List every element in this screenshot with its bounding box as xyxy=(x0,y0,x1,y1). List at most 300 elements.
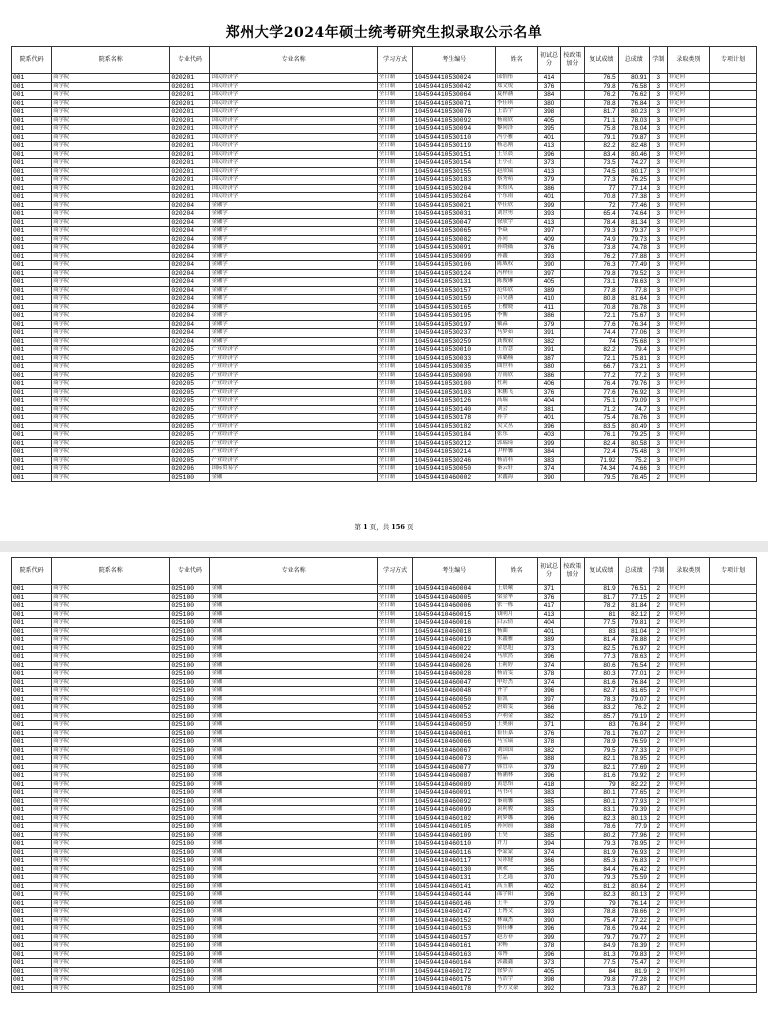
cell-duration: 3 xyxy=(649,116,667,125)
cell-candidate-id: 104594410460015 xyxy=(413,610,496,619)
cell-major-code: 020201 xyxy=(170,142,210,151)
table-row xyxy=(12,967,757,976)
cell-retest-score: 80.6 xyxy=(585,661,618,670)
cell-student-name: 张一栋 xyxy=(495,602,537,611)
cell-major-name: 金融 xyxy=(210,925,377,934)
cell-admission-type: 非定向 xyxy=(667,729,709,738)
cell-study-mode: 全日制 xyxy=(377,448,413,457)
cell-prelim-score: 376 xyxy=(538,593,560,602)
cell-policy-bonus xyxy=(560,738,585,747)
cell-retest-score: 73.1 xyxy=(585,278,618,287)
cell-special-plan xyxy=(710,337,757,346)
table-row xyxy=(12,874,757,883)
cell-dept-code: 001 xyxy=(12,286,52,295)
cell-major-code: 020201 xyxy=(170,116,210,125)
cell-retest-score: 79.5 xyxy=(585,473,618,482)
cell-prelim-score: 392 xyxy=(538,984,560,993)
cell-duration: 3 xyxy=(649,150,667,159)
table-row xyxy=(12,303,757,312)
cell-prelim-score: 405 xyxy=(538,278,560,287)
column-header-study-mode: 学习方式 xyxy=(377,47,413,74)
cell-special-plan xyxy=(710,133,757,142)
cell-total-score: 74.7 xyxy=(618,405,649,414)
cell-special-plan xyxy=(710,184,757,193)
cell-admission-type: 非定向 xyxy=(667,780,709,789)
table-row xyxy=(12,712,757,721)
cell-student-name: 齐宇 xyxy=(495,687,537,696)
cell-admission-type: 非定向 xyxy=(667,125,709,134)
cell-study-mode: 全日制 xyxy=(377,167,413,176)
cell-study-mode: 全日制 xyxy=(377,82,413,91)
cell-dept-code: 001 xyxy=(12,125,52,134)
table-row xyxy=(12,142,757,151)
table-row xyxy=(12,789,757,798)
table-row xyxy=(12,882,757,891)
cell-student-name: 杜莉 xyxy=(495,380,537,389)
cell-duration: 2 xyxy=(649,729,667,738)
cell-total-score: 80.13 xyxy=(618,891,649,900)
cell-policy-bonus xyxy=(560,439,585,448)
cell-major-name: 金融 xyxy=(210,950,377,959)
cell-candidate-id: 104594410530195 xyxy=(413,312,496,321)
cell-major-name: 国民经济学 xyxy=(210,159,377,168)
cell-dept-code: 001 xyxy=(12,252,52,261)
cell-major-name: 金融 xyxy=(210,933,377,942)
cell-candidate-id: 104594410460066 xyxy=(413,738,496,747)
cell-major-code: 025100 xyxy=(170,874,210,883)
cell-policy-bonus xyxy=(560,848,585,857)
cell-policy-bonus xyxy=(560,695,585,704)
cell-admission-type: 非定向 xyxy=(667,857,709,866)
cell-study-mode: 全日制 xyxy=(377,380,413,389)
cell-dept-name: 商学院 xyxy=(52,269,170,278)
cell-prelim-score: 396 xyxy=(538,925,560,934)
cell-admission-type: 非定向 xyxy=(667,585,709,594)
cell-special-plan xyxy=(710,933,757,942)
cell-admission-type: 非定向 xyxy=(667,763,709,772)
cell-dept-code: 001 xyxy=(12,891,52,900)
cell-total-score: 77.15 xyxy=(618,593,649,602)
cell-student-name: 孙宇 xyxy=(495,414,537,423)
cell-study-mode: 全日制 xyxy=(377,933,413,942)
cell-dept-code: 001 xyxy=(12,337,52,346)
cell-policy-bonus xyxy=(560,91,585,100)
cell-dept-name: 商学院 xyxy=(52,278,170,287)
cell-special-plan xyxy=(710,167,757,176)
cell-prelim-score: 371 xyxy=(538,721,560,730)
table-row xyxy=(12,755,757,764)
table-row xyxy=(12,363,757,372)
cell-dept-name: 商学院 xyxy=(52,439,170,448)
cell-candidate-id: 104594410530259 xyxy=(413,337,496,346)
cell-retest-score: 71.1 xyxy=(585,116,618,125)
cell-study-mode: 全日制 xyxy=(377,925,413,934)
cell-candidate-id: 104594410530204 xyxy=(413,184,496,193)
cell-total-score: 74.64 xyxy=(618,210,649,219)
cell-retest-score: 76.1 xyxy=(585,431,618,440)
cell-dept-code: 001 xyxy=(12,823,52,832)
cell-dept-code: 001 xyxy=(12,354,52,363)
cell-admission-type: 非定向 xyxy=(667,644,709,653)
cell-admission-type: 非定向 xyxy=(667,899,709,908)
cell-duration: 2 xyxy=(649,874,667,883)
cell-dept-code: 001 xyxy=(12,329,52,338)
cell-major-name: 产业经济学 xyxy=(210,448,377,457)
cell-prelim-score: 396 xyxy=(538,653,560,662)
cell-prelim-score: 401 xyxy=(538,627,560,636)
cell-special-plan xyxy=(710,456,757,465)
cell-dept-code: 001 xyxy=(12,320,52,329)
cell-special-plan xyxy=(710,439,757,448)
pager-suffix: 页 xyxy=(406,523,414,531)
cell-total-score: 75.81 xyxy=(618,354,649,363)
cell-retest-score: 82.3 xyxy=(585,891,618,900)
cell-duration: 2 xyxy=(649,882,667,891)
cell-policy-bonus xyxy=(560,320,585,329)
cell-dept-name: 商学院 xyxy=(52,729,170,738)
cell-dept-code: 001 xyxy=(12,99,52,108)
cell-prelim-score: 374 xyxy=(538,661,560,670)
cell-retest-score: 82.4 xyxy=(585,439,618,448)
table-row xyxy=(12,465,757,474)
cell-special-plan xyxy=(710,925,757,934)
cell-candidate-id: 104594410530076 xyxy=(413,108,496,117)
cell-duration: 2 xyxy=(649,695,667,704)
cell-admission-type: 非定向 xyxy=(667,337,709,346)
cell-special-plan xyxy=(710,363,757,372)
cell-major-name: 国民经济学 xyxy=(210,176,377,185)
cell-dept-code: 001 xyxy=(12,405,52,414)
cell-study-mode: 全日制 xyxy=(377,755,413,764)
cell-admission-type: 非定向 xyxy=(667,882,709,891)
cell-dept-code: 001 xyxy=(12,150,52,159)
cell-policy-bonus xyxy=(560,942,585,951)
cell-dept-code: 001 xyxy=(12,269,52,278)
cell-retest-score: 76.2 xyxy=(585,91,618,100)
cell-dept-name: 商学院 xyxy=(52,320,170,329)
cell-admission-type: 非定向 xyxy=(667,346,709,355)
cell-policy-bonus xyxy=(560,448,585,457)
cell-dept-code: 001 xyxy=(12,950,52,959)
cell-special-plan xyxy=(710,99,757,108)
cell-student-name: 杨曲 xyxy=(495,627,537,636)
cell-major-name: 金融 xyxy=(210,687,377,696)
cell-major-code: 025100 xyxy=(170,925,210,934)
cell-major-code: 020204 xyxy=(170,312,210,321)
cell-major-name: 产业经济学 xyxy=(210,371,377,380)
cell-prelim-score: 398 xyxy=(538,108,560,117)
cell-retest-score: 82.1 xyxy=(585,763,618,772)
cell-student-name: 高瑞 xyxy=(495,397,537,406)
cell-major-code: 020205 xyxy=(170,363,210,372)
cell-policy-bonus xyxy=(560,670,585,679)
column-header-policy-bonus: 按政策加分 xyxy=(560,47,585,74)
cell-admission-type: 非定向 xyxy=(667,712,709,721)
cell-major-name: 国民经济学 xyxy=(210,184,377,193)
cell-study-mode: 全日制 xyxy=(377,636,413,645)
cell-total-score: 75.59 xyxy=(618,874,649,883)
cell-student-name: 朱鹏飞 xyxy=(495,388,537,397)
table-row xyxy=(12,738,757,747)
cell-candidate-id: 104594410460152 xyxy=(413,916,496,925)
table-row xyxy=(12,159,757,168)
cell-student-name: 郑文锐 xyxy=(495,82,537,91)
cell-total-score: 76.2 xyxy=(618,704,649,713)
cell-prelim-score: 381 xyxy=(538,405,560,414)
cell-duration: 3 xyxy=(649,193,667,202)
cell-admission-type: 非定向 xyxy=(667,320,709,329)
cell-duration: 2 xyxy=(649,942,667,951)
cell-special-plan xyxy=(710,780,757,789)
cell-admission-type: 非定向 xyxy=(667,244,709,253)
cell-admission-type: 非定向 xyxy=(667,405,709,414)
cell-duration: 3 xyxy=(649,218,667,227)
cell-policy-bonus xyxy=(560,465,585,474)
cell-study-mode: 全日制 xyxy=(377,303,413,312)
cell-dept-code: 001 xyxy=(12,653,52,662)
cell-total-score: 77.2 xyxy=(618,371,649,380)
cell-major-code: 025100 xyxy=(170,857,210,866)
page-separator xyxy=(0,541,768,552)
cell-retest-score: 74 xyxy=(585,337,618,346)
cell-prelim-score: 390 xyxy=(538,261,560,270)
cell-candidate-id: 104594410460102 xyxy=(413,814,496,823)
cell-admission-type: 非定向 xyxy=(667,831,709,840)
cell-major-code: 020206 xyxy=(170,465,210,474)
cell-dept-name: 商学院 xyxy=(52,363,170,372)
cell-special-plan xyxy=(710,721,757,730)
cell-special-plan xyxy=(710,108,757,117)
cell-retest-score: 76.2 xyxy=(585,252,618,261)
cell-dept-code: 001 xyxy=(12,235,52,244)
cell-major-code: 025100 xyxy=(170,865,210,874)
cell-special-plan xyxy=(710,984,757,993)
page-indicator xyxy=(0,522,768,531)
cell-retest-score: 77.6 xyxy=(585,388,618,397)
cell-retest-score: 84.4 xyxy=(585,865,618,874)
cell-policy-bonus xyxy=(560,967,585,976)
cell-major-name: 金融学 xyxy=(210,286,377,295)
cell-admission-type: 非定向 xyxy=(667,797,709,806)
table-row xyxy=(12,772,757,781)
cell-duration: 3 xyxy=(649,167,667,176)
cell-duration: 3 xyxy=(649,159,667,168)
cell-total-score: 75.48 xyxy=(618,448,649,457)
cell-admission-type: 非定向 xyxy=(667,133,709,142)
cell-study-mode: 全日制 xyxy=(377,619,413,628)
cell-candidate-id: 104594410460163 xyxy=(413,950,496,959)
cell-candidate-id: 104594410460019 xyxy=(413,636,496,645)
cell-study-mode: 全日制 xyxy=(377,363,413,372)
cell-study-mode: 全日制 xyxy=(377,371,413,380)
cell-major-code: 025100 xyxy=(170,712,210,721)
cell-admission-type: 非定向 xyxy=(667,661,709,670)
cell-major-name: 金融 xyxy=(210,857,377,866)
cell-duration: 2 xyxy=(649,899,667,908)
cell-retest-score: 85.7 xyxy=(585,712,618,721)
cell-dept-code: 001 xyxy=(12,729,52,738)
cell-candidate-id: 104594410460110 xyxy=(413,840,496,849)
cell-retest-score: 82.5 xyxy=(585,644,618,653)
cell-total-score: 77.33 xyxy=(618,746,649,755)
cell-policy-bonus xyxy=(560,746,585,755)
cell-major-code: 025100 xyxy=(170,721,210,730)
cell-policy-bonus xyxy=(560,857,585,866)
cell-policy-bonus xyxy=(560,687,585,696)
cell-major-name: 金融学 xyxy=(210,252,377,261)
table-row xyxy=(12,388,757,397)
cell-dept-code: 001 xyxy=(12,303,52,312)
cell-major-code: 025100 xyxy=(170,738,210,747)
cell-total-score: 77.8 xyxy=(618,286,649,295)
cell-major-name: 国民经济学 xyxy=(210,193,377,202)
cell-study-mode: 全日制 xyxy=(377,210,413,219)
cell-study-mode: 全日制 xyxy=(377,797,413,806)
cell-dept-name: 商学院 xyxy=(52,422,170,431)
cell-student-name: 朱煜凤 xyxy=(495,184,537,193)
cell-total-score: 78.95 xyxy=(618,840,649,849)
cell-duration: 3 xyxy=(649,244,667,253)
cell-major-name: 国民经济学 xyxy=(210,142,377,151)
cell-major-code: 025100 xyxy=(170,678,210,687)
cell-special-plan xyxy=(710,942,757,951)
cell-major-name: 金融 xyxy=(210,627,377,636)
cell-total-score: 76.59 xyxy=(618,738,649,747)
cell-candidate-id: 104594410460175 xyxy=(413,976,496,985)
cell-major-name: 金融 xyxy=(210,772,377,781)
cell-duration: 2 xyxy=(649,891,667,900)
cell-major-name: 金融 xyxy=(210,763,377,772)
cell-dept-code: 001 xyxy=(12,585,52,594)
cell-special-plan xyxy=(710,465,757,474)
cell-policy-bonus xyxy=(560,431,585,440)
cell-duration: 3 xyxy=(649,303,667,312)
cell-student-name: 杨清科 xyxy=(495,456,537,465)
cell-study-mode: 全日制 xyxy=(377,269,413,278)
cell-dept-code: 001 xyxy=(12,473,52,482)
cell-major-name: 金融 xyxy=(210,729,377,738)
cell-policy-bonus xyxy=(560,363,585,372)
cell-major-name: 金融 xyxy=(210,670,377,679)
cell-total-score: 77.69 xyxy=(618,763,649,772)
column-header-admission-type: 录取类别 xyxy=(667,558,709,585)
table-row xyxy=(12,235,757,244)
cell-dept-code: 001 xyxy=(12,193,52,202)
cell-dept-name: 商学院 xyxy=(52,704,170,713)
cell-total-score: 79.39 xyxy=(618,806,649,815)
cell-dept-name: 商学院 xyxy=(52,806,170,815)
cell-major-code: 025100 xyxy=(170,746,210,755)
cell-major-name: 金融 xyxy=(210,738,377,747)
cell-policy-bonus xyxy=(560,661,585,670)
cell-student-name: 马浩宇 xyxy=(495,976,537,985)
cell-dept-name: 商学院 xyxy=(52,823,170,832)
cell-retest-score: 82.1 xyxy=(585,755,618,764)
cell-policy-bonus xyxy=(560,933,585,942)
table-row xyxy=(12,320,757,329)
cell-policy-bonus xyxy=(560,712,585,721)
cell-special-plan xyxy=(710,661,757,670)
cell-prelim-score: 371 xyxy=(538,585,560,594)
cell-major-code: 020204 xyxy=(170,244,210,253)
cell-special-plan xyxy=(710,857,757,866)
cell-policy-bonus xyxy=(560,704,585,713)
cell-duration: 3 xyxy=(649,235,667,244)
cell-major-name: 金融 xyxy=(210,976,377,985)
cell-retest-score: 81.4 xyxy=(585,636,618,645)
cell-special-plan xyxy=(710,235,757,244)
table-row xyxy=(12,661,757,670)
cell-candidate-id: 104594410460026 xyxy=(413,661,496,670)
cell-dept-code: 001 xyxy=(12,414,52,423)
cell-prelim-score: 406 xyxy=(538,380,560,389)
cell-retest-score: 76.5 xyxy=(585,74,618,83)
cell-dept-name: 商学院 xyxy=(52,201,170,210)
cell-major-code: 020201 xyxy=(170,125,210,134)
cell-candidate-id: 104594410530010 xyxy=(413,346,496,355)
cell-candidate-id: 104594410460141 xyxy=(413,882,496,891)
cell-study-mode: 全日制 xyxy=(377,882,413,891)
cell-duration: 2 xyxy=(649,644,667,653)
table-row xyxy=(12,125,757,134)
cell-policy-bonus xyxy=(560,959,585,968)
cell-retest-score: 79 xyxy=(585,780,618,789)
cell-candidate-id: 104594410460130 xyxy=(413,865,496,874)
cell-total-score: 82.12 xyxy=(618,610,649,619)
cell-policy-bonus xyxy=(560,261,585,270)
cell-major-name: 金融 xyxy=(210,746,377,755)
cell-prelim-score: 393 xyxy=(538,210,560,219)
cell-major-code: 025100 xyxy=(170,670,210,679)
cell-dept-name: 商学院 xyxy=(52,916,170,925)
cell-major-name: 产业经济学 xyxy=(210,388,377,397)
cell-special-plan xyxy=(710,303,757,312)
cell-major-name: 金融 xyxy=(210,602,377,611)
cell-study-mode: 全日制 xyxy=(377,916,413,925)
cell-study-mode: 全日制 xyxy=(377,967,413,976)
cell-student-name: 顾欢 xyxy=(495,865,537,874)
cell-prelim-score: 404 xyxy=(538,397,560,406)
cell-major-code: 025100 xyxy=(170,602,210,611)
cell-prelim-score: 413 xyxy=(538,167,560,176)
cell-admission-type: 非定向 xyxy=(667,278,709,287)
cell-special-plan xyxy=(710,831,757,840)
cell-policy-bonus xyxy=(560,167,585,176)
cell-prelim-score: 373 xyxy=(538,959,560,968)
cell-major-name: 产业经济学 xyxy=(210,414,377,423)
cell-retest-score: 81.9 xyxy=(585,585,618,594)
cell-prelim-score: 365 xyxy=(538,865,560,874)
cell-duration: 3 xyxy=(649,125,667,134)
cell-major-code: 020204 xyxy=(170,320,210,329)
cell-prelim-score: 376 xyxy=(538,244,560,253)
cell-special-plan xyxy=(710,201,757,210)
cell-study-mode: 全日制 xyxy=(377,865,413,874)
table-row xyxy=(12,116,757,125)
cell-retest-score: 80.3 xyxy=(585,670,618,679)
cell-major-code: 020205 xyxy=(170,346,210,355)
table-row xyxy=(12,312,757,321)
column-header-student-name: 姓名 xyxy=(495,558,537,585)
cell-study-mode: 全日制 xyxy=(377,439,413,448)
cell-special-plan xyxy=(710,627,757,636)
cell-admission-type: 非定向 xyxy=(667,473,709,482)
cell-study-mode: 全日制 xyxy=(377,354,413,363)
cell-total-score: 76.34 xyxy=(618,320,649,329)
cell-dept-name: 商学院 xyxy=(52,184,170,193)
cell-candidate-id: 104594410530182 xyxy=(413,422,496,431)
cell-policy-bonus xyxy=(560,602,585,611)
